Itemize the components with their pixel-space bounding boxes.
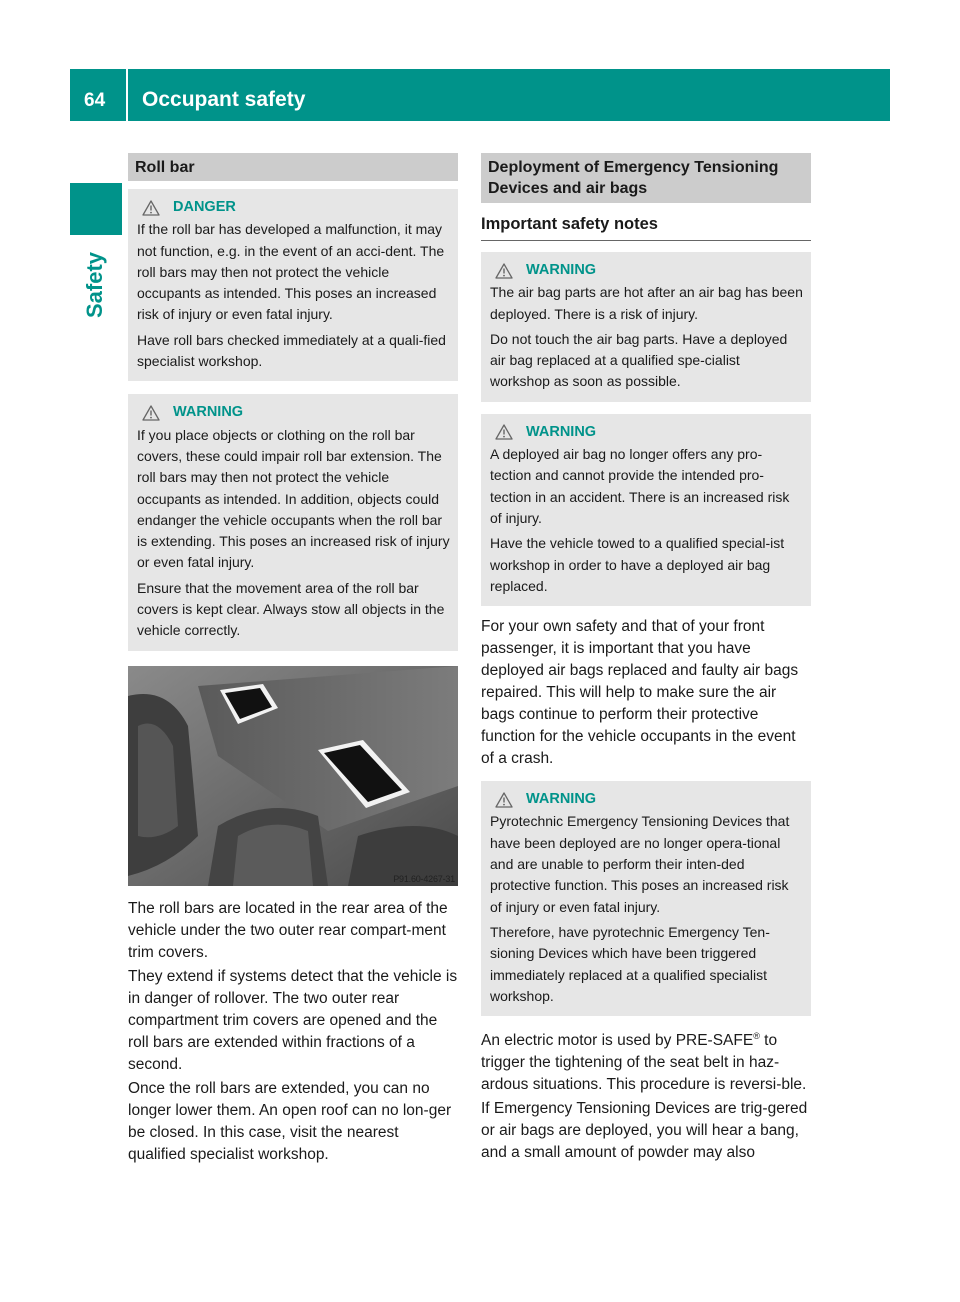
warning-label: WARNING: [526, 791, 597, 808]
header-divider: [126, 69, 128, 121]
roll-bar-description: [128, 898, 458, 1166]
chapter-marker: [70, 183, 122, 235]
photo-code: P91.60-4267-31: [393, 873, 455, 884]
roll-bar-illustration: [128, 666, 458, 886]
warning-notice-head: [137, 402, 450, 423]
roll-bar-photo: [128, 666, 458, 886]
page-number: 64: [84, 90, 106, 111]
warning-label: WARNING: [526, 262, 597, 278]
roll-bar-heading: Roll bar: [128, 153, 458, 181]
body-paragraph: They extend if systems detect that the vehicle is in danger of rollover. The two outer rear compartment trim covers are opened and the roll bars are extended within fractions of a second.: [128, 967, 458, 1073]
deployment-heading-line1: Deployment of Emergency Tensioning: [488, 159, 779, 176]
chapter-label: Safety: [82, 251, 107, 318]
registered-mark: ®: [753, 1030, 760, 1041]
pre-safe-text-start: An electric motor is used by PRE-SAFE: [481, 1032, 754, 1050]
right-column: [481, 153, 811, 1164]
deployment-heading: [481, 153, 811, 203]
danger-action: Have roll bars checked immediately at a quali-fied specialist workshop.: [137, 331, 446, 370]
deployment-heading-line2: Devices and air bags: [488, 180, 648, 197]
warning-notice: [128, 394, 458, 650]
danger-notice-head: [137, 197, 450, 218]
body-paragraph: The roll bars are located in the rear area of the vehicle under the two outer rear compart-ment trim covers.: [128, 899, 448, 961]
pre-safe-text: [481, 1030, 811, 1164]
warning-label: WARNING: [173, 404, 244, 421]
warning-action: Do not touch the air bag parts. Have a deployed air bag replaced at a qualified spe-cialist workshop as soon as possible.: [490, 330, 788, 390]
warning-notice-head: [490, 789, 803, 810]
body-paragraph: Once the roll bars are extended, you can no longer lower them. An open roof can no lon-ger be closed. In this case, visit the nearest qualified specialist workshop.: [128, 1079, 452, 1163]
warning-notice-head: [490, 422, 803, 443]
warning-triangle-icon: [495, 792, 513, 808]
body-paragraph: If Emergency Tensioning Devices are trig-gered or air bags are deployed, you will hear a bang, and a small amount of powder may also: [481, 1100, 808, 1162]
warning-notice-deployed-airbag: [481, 414, 811, 606]
warning-triangle-icon: [142, 200, 160, 216]
body-paragraph: For your own safety and that of your front passenger, it is important that you have deployed air bags replaced and faulty air bags repaired. This will help to make sure the air bags continue to perform their protective function for the vehicle occupants in the event of a crash.: [481, 618, 799, 768]
safety-notes-subheading: Important safety notes: [481, 213, 811, 241]
warning-text: If you place objects or clothing on the roll bar covers, these could impair roll bar extension. The roll bars may then not protect the vehicle occupants as intended. In addition, objects could endanger the vehicle occupants when the roll bar is extending. This poses an increased risk of injury or even fatal injury.: [137, 426, 450, 571]
left-column: [128, 153, 458, 1166]
body-paragraph: [481, 1030, 811, 1096]
warning-label: WARNING: [526, 423, 597, 440]
danger-text: If the roll bar has developed a malfunction, it may not function, e.g. in the event of an acci-dent. The roll bars may then not protect the vehicle occupants as intended. This poses an increased risk of injury or even fatal injury.: [137, 221, 445, 323]
warning-action: Ensure that the movement area of the roll bar covers is kept clear. Always stow all objects in the vehicle correctly.: [137, 579, 445, 639]
warning-text: A deployed air bag no longer offers any pro-tection and cannot provide the intended pro-tection in an accident. There is an increased risk of injury.: [490, 446, 790, 526]
warning-triangle-icon: [495, 263, 513, 279]
section-title: Occupant safety: [142, 88, 306, 111]
pre-safe-text-end: to trigger the tightening of the seat belt in haz-ardous situations. This procedure is reversi-ble.: [481, 1032, 807, 1094]
warning-action: Therefore, have pyrotechnic Emergency Ten-sioning Devices which have been triggered immediately replaced at a qualified specialist workshop.: [490, 923, 770, 1004]
airbag-replacement-text: [481, 616, 811, 770]
warning-action: Have the vehicle towed to a qualified special-ist workshop in order to have a deployed air bag replaced.: [490, 535, 785, 594]
warning-notice-hot-parts: [481, 252, 811, 402]
warning-text: The air bag parts are hot after an air bag has been deployed. There is a risk of injury.: [490, 284, 803, 322]
danger-notice: [128, 189, 458, 381]
warning-triangle-icon: [495, 424, 513, 440]
warning-text: Pyrotechnic Emergency Tensioning Devices that have been deployed are no longer opera-tional and are unable to perform their inten-ded protective function. This poses an increased risk of injury or even fatal injury.: [490, 813, 790, 915]
warning-triangle-icon: [142, 405, 160, 421]
warning-notice-tensioning: [481, 781, 811, 1016]
danger-label: DANGER: [173, 199, 236, 215]
warning-notice-head: [490, 260, 803, 281]
